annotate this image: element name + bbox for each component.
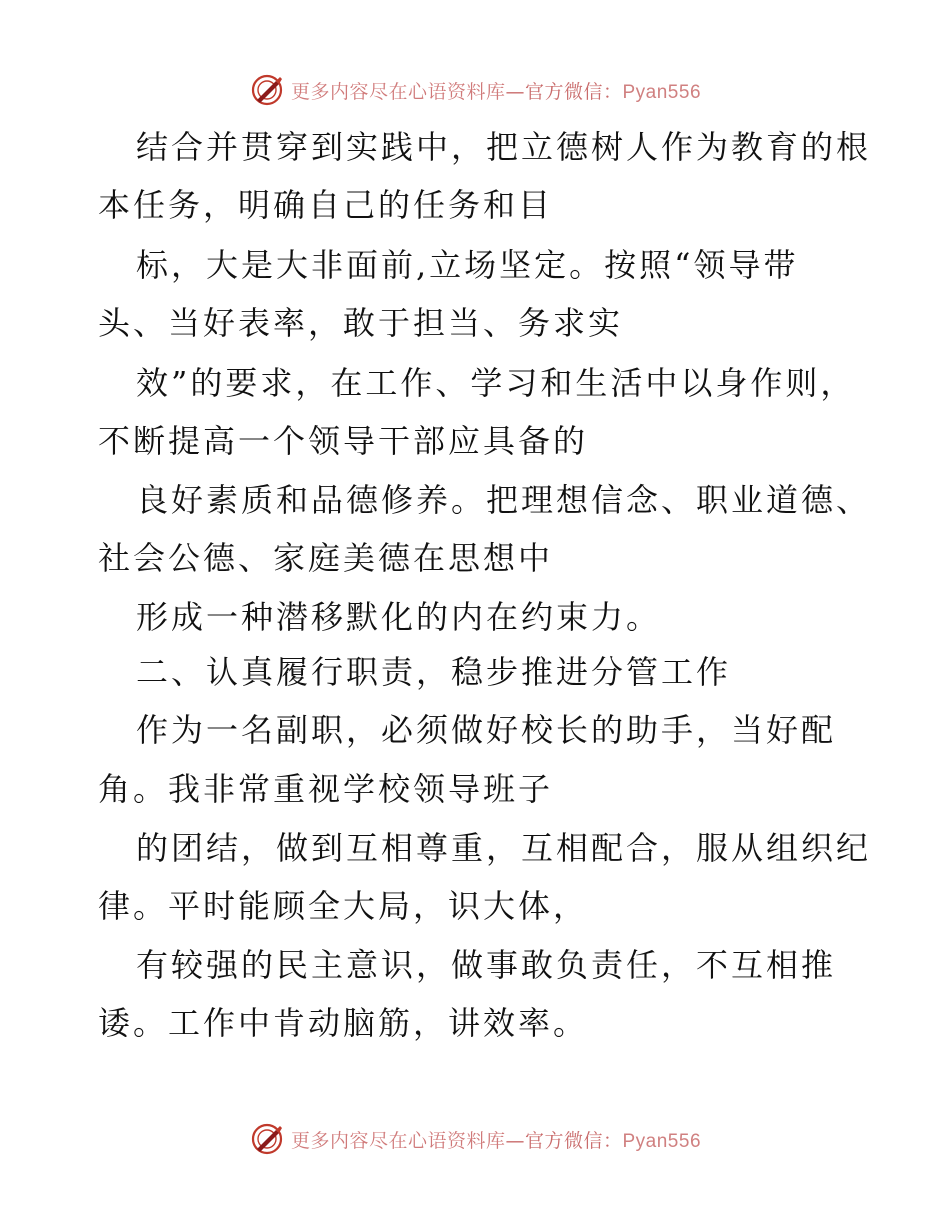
text-line: 有较强的民主意识，做事敢负责任，不互相推 [136,946,837,984]
text-line: 的团结，做到互相尊重，互相配合，服从组织纪 [136,829,872,867]
pen-logo-icon [249,72,285,108]
text-line: 效”的要求，在工作、学习和生活中以身作则， [136,364,856,402]
text-line: 律。平时能顾全大局，识大体， [98,887,589,925]
text-line: 社会公德、家庭美德在思想中 [98,539,554,577]
footer-banner-wechat-id: Pyan556 [622,1130,702,1152]
text-line: 诿。工作中肯动脑筋，讲效率。 [98,1004,589,1042]
text-line: 头、当好表率，敢于担当、务求实 [98,304,624,342]
text-line: 作为一名副职，必须做好校长的助手，当好配 [136,711,837,749]
footer-banner-wechat-label: —官方微信： [505,1129,623,1152]
pen-logo-icon [249,1121,285,1157]
header-banner-wechat-id: Pyan556 [622,81,702,103]
text-line: 本任务，明确自己的任务和目 [98,186,554,224]
text-line: 不断提高一个领导干部应具备的 [98,422,589,460]
footer-banner-site: 更多内容尽在心语资料库 [290,1129,506,1152]
footer-banner-text [291,1126,701,1153]
header-banner-site: 更多内容尽在心语资料库 [290,80,506,103]
header-banner-text [291,77,701,104]
text-line: 结合并贯穿到实践中，把立德树人作为教育的根 [136,128,872,166]
text-line: 角。我非常重视学校领导班子 [98,770,554,808]
footer-banner [0,1117,950,1161]
text-line: 形成一种潜移默化的内在约束力。 [136,598,662,636]
header-banner-wechat-label: —官方微信： [505,80,623,103]
text-line: 标，大是大非面前,立场坚定。按照“领导带 [136,246,799,284]
header-banner [0,68,950,112]
section-heading: 二、认真履行职责，稳步推进分管工作 [136,653,732,691]
text-line: 良好素质和品德修养。把理想信念、职业道德、 [136,481,872,519]
